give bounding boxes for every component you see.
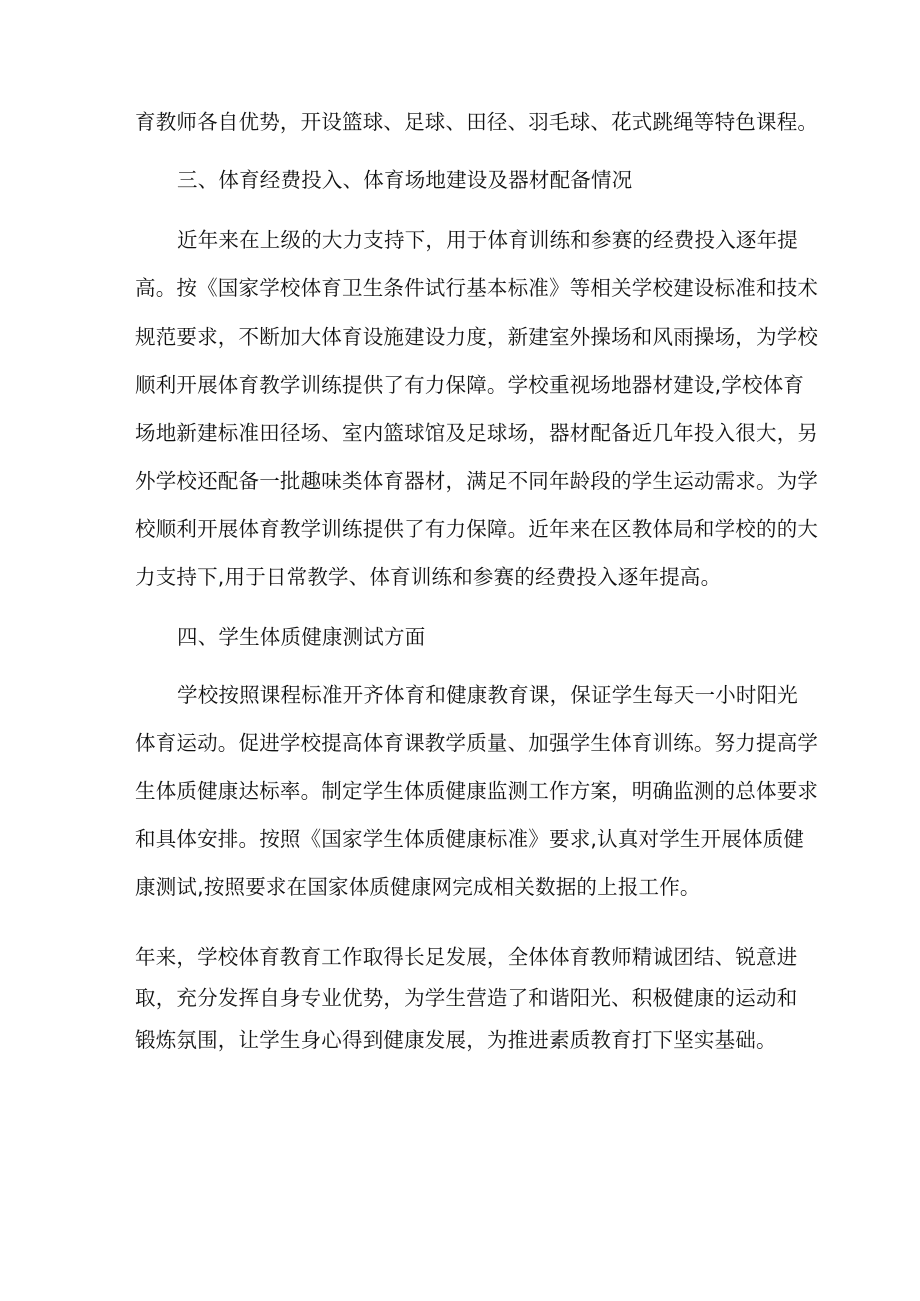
body-text-line: 场地新建标准田径场、室内篮球馆及足球场，器材配备近几年投入很大，另 [135, 421, 819, 445]
body-text-line: 年来，学校体育教育工作取得长足发展，全体体育教师精诚团结、锐意进 [135, 945, 798, 969]
body-text-line: 顺利开展体育教学训练提供了有力保障。学校重视场地器材建设,学校体育 [135, 373, 805, 397]
body-text-line: 高。按《国家学校体育卫生条件试行基本标准》等相关学校建设标准和技术 [135, 276, 819, 300]
body-text-line: 康测试,按照要求在国家体质健康网完成相关数据的上报工作。 [135, 875, 701, 899]
body-text-line: 近年来在上级的大力支持下，用于体育训练和参赛的经费投入逐年提 [177, 228, 798, 252]
body-text-line: 取，充分发挥自身专业优势，为学生营造了和谐阳光、积极健康的运动和 [135, 986, 798, 1010]
body-text-line: 外学校还配备一批趣味类体育器材，满足不同年龄段的学生运动需求。为学 [135, 469, 819, 493]
section-heading: 三、体育经费投入、体育场地建设及器材配备情况 [177, 168, 633, 192]
body-text-line: 锻炼氛围，让学生身心得到健康发展，为推进素质教育打下坚实基础。 [135, 1028, 777, 1052]
body-text-line: 规范要求，不断加大体育设施建设力度，新建室外操场和风雨操场，为学校 [135, 325, 819, 349]
body-text-line: 和具体安排。按照《国家学生体质健康标准》要求,认真对学生开展体质健 [135, 827, 805, 851]
body-text-line: 体育运动。促进学校提高体育课教学质量、加强学生体育训练。努力提高学 [135, 731, 819, 755]
body-text-line: 学校按照课程标准开齐体育和健康教育课，保证学生每天一小时阳光 [177, 683, 798, 707]
section-heading: 四、学生体质健康测试方面 [177, 625, 426, 649]
body-text-line: 校顺利开展体育教学训练提供了有力保障。近年来在区教体局和学校的的大 [135, 517, 819, 541]
body-text-line: 生体质健康达标率。制定学生体质健康监测工作方案，明确监测的总体要求 [135, 779, 819, 803]
body-text-line: 育教师各自优势，开设篮球、足球、田径、羽毛球、花式跳绳等特色课程。 [135, 110, 819, 134]
body-text-line: 力支持下,用于日常教学、体育训练和参赛的经费投入逐年提高。 [135, 565, 722, 589]
